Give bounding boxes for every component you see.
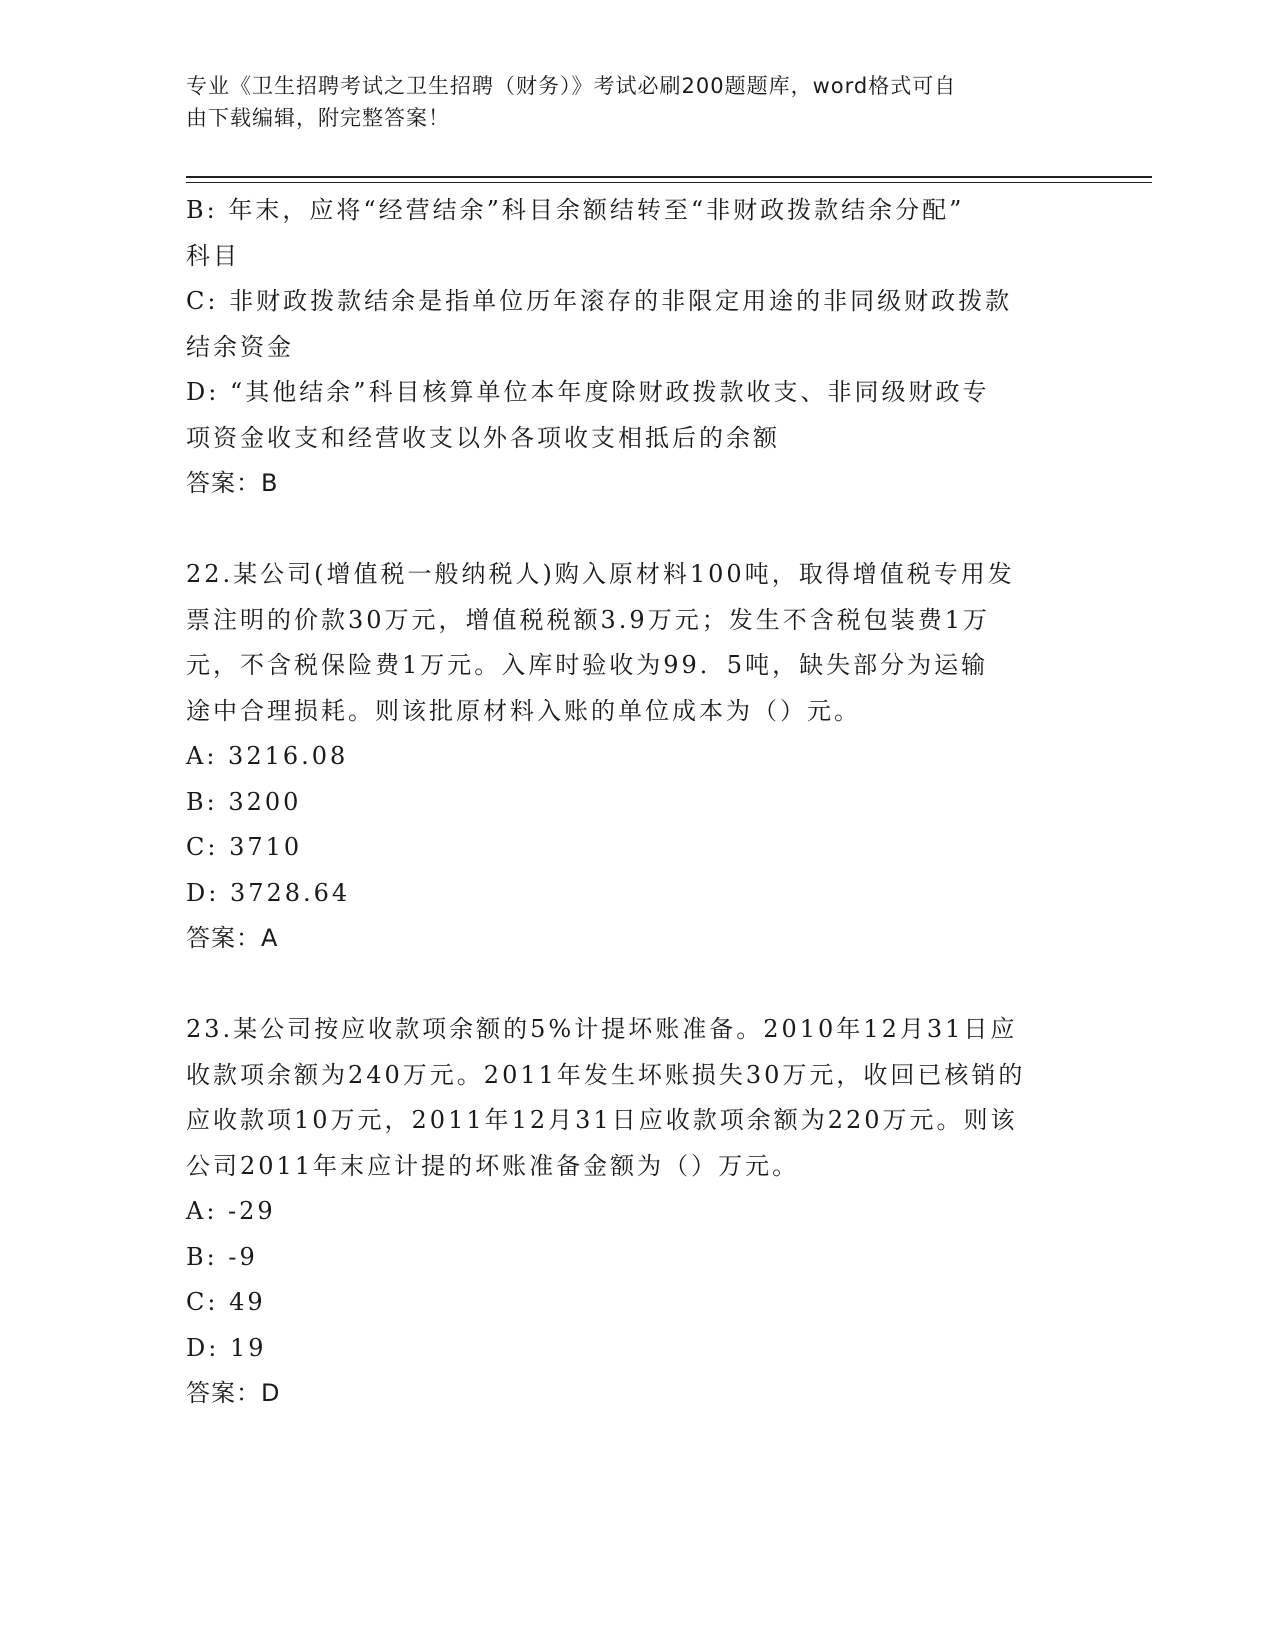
document-header bbox=[186, 70, 1066, 134]
answer-label: 答案：B bbox=[186, 469, 279, 497]
option-b-line-1: B: 年末，应将“经营结余”科目余额结转至“非财政拨款结余分配” bbox=[186, 196, 965, 224]
option-c-line-1: C: 非财政拨款结余是指单位历年滚存的非限定用途的非同级财政拨款 bbox=[186, 287, 1013, 315]
header-divider-thin bbox=[186, 182, 1152, 183]
question-stem-line-2: 票注明的价款30万元，增值税税额3.9万元；发生不含税包装费1万 bbox=[186, 605, 990, 634]
header-line-2: 由下载编辑，附完整答案！ bbox=[186, 106, 450, 130]
option-b-line-2: 科目 bbox=[186, 241, 240, 270]
question-spacer bbox=[186, 962, 1086, 1008]
answer-label: 答案：D bbox=[186, 1379, 281, 1407]
option-d-line-1: D: “其他结余”科目核算单位本年度除财政拨款收支、非同级财政专 bbox=[186, 378, 990, 406]
option-c: C: 49 bbox=[186, 1288, 266, 1316]
option-d-line-2: 项资金收支和经营收支以外各项收支相抵后的余额 bbox=[186, 423, 780, 452]
question-stem-line-4: 公司2011年末应计提的坏账准备金额为（）万元。 bbox=[186, 1151, 800, 1180]
question-stem-line-4: 途中合理损耗。则该批原材料入账的单位成本为（）元。 bbox=[186, 696, 861, 725]
answer-label: 答案：A bbox=[186, 924, 279, 952]
question-stem-line-3: 元，不含税保险费1万元。入库时验收为99．5吨，缺失部分为运输 bbox=[186, 651, 989, 679]
document-body bbox=[186, 188, 1086, 1417]
option-c-line-2: 结余资金 bbox=[186, 332, 294, 361]
option-a: A: -29 bbox=[186, 1197, 276, 1225]
question-stem-line-2: 收款项余额为240万元。2011年发生坏账损失30万元，收回已核销的 bbox=[186, 1060, 1026, 1089]
option-d: D: 3728.64 bbox=[186, 878, 351, 907]
question-stem-line-3: 应收款项10万元，2011年12月31日应收款项余额为220万元。则该 bbox=[186, 1106, 1018, 1134]
question-stem-line-1: 23.某公司按应收款项余额的5%计提坏账准备。2010年12月31日应 bbox=[186, 1015, 1018, 1043]
question-spacer bbox=[186, 507, 1086, 553]
option-c: C: 3710 bbox=[186, 833, 303, 861]
header-line-1: 专业《卫生招聘考试之卫生招聘（财务）》考试必刷200题题库，word格式可自 bbox=[186, 74, 957, 98]
option-b: B: -9 bbox=[186, 1242, 258, 1271]
option-b: B: 3200 bbox=[186, 787, 302, 816]
option-a: A: 3216.08 bbox=[186, 742, 349, 770]
question-21-continued bbox=[186, 188, 1086, 507]
question-stem-line-1: 22.某公司(增值税一般纳税人)购入原材料100吨，取得增值税专用发 bbox=[186, 560, 1015, 588]
option-d: D: 19 bbox=[186, 1333, 267, 1362]
question-22 bbox=[186, 552, 1086, 962]
question-23 bbox=[186, 1007, 1086, 1417]
header-divider-thick bbox=[186, 176, 1152, 178]
